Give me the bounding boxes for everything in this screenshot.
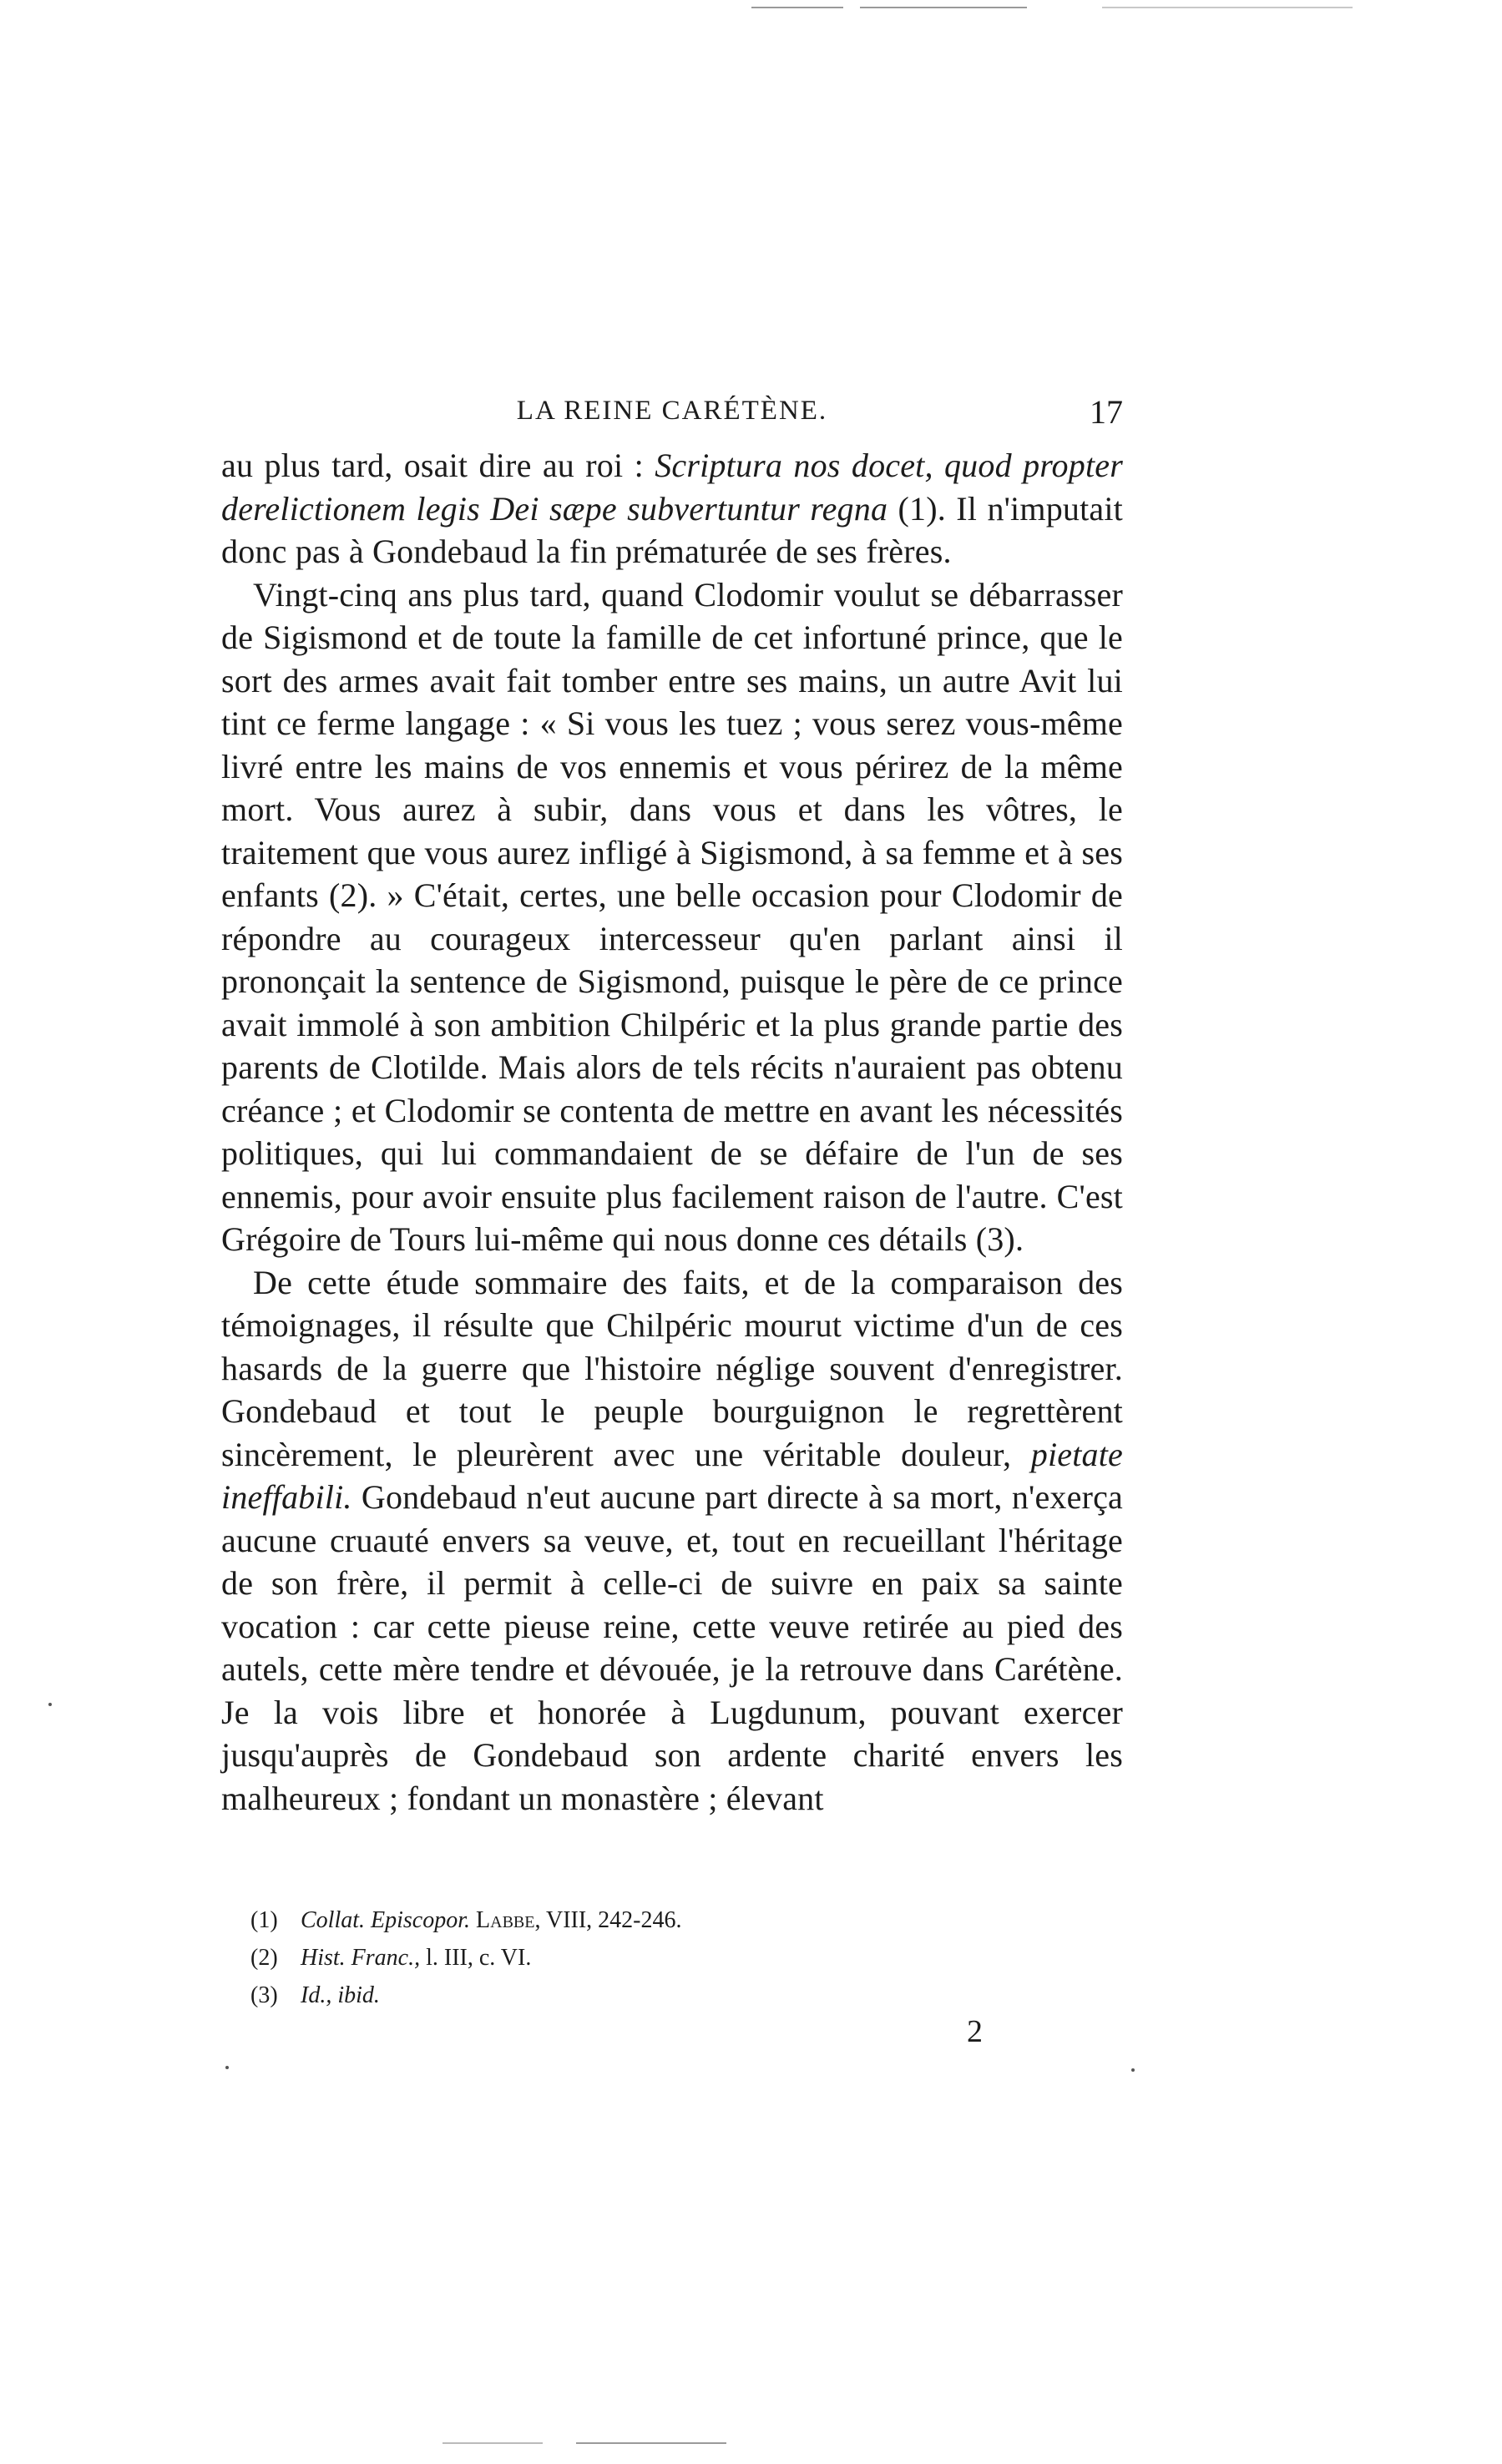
footnote-number: (1)	[250, 1907, 278, 1933]
text-run: Gondebaud n'eut aucune part directe à sa mort, n'exerça aucune cruauté envers sa veuve, et, tout en recueillant l'héritage de son frère, il permit à celle-ci de suivre en paix sa sainte vocation : car cette pieuse reine, cette veuve retirée au pied des autels, cette mère tendre et dévouée, je la retrouve dans Carétène. Je la vois libre et honorée à Lugdunum, pouvant exercer jusqu'auprès de Gondebaud son ardente charité envers les malheureux ; fondant un monastère ; élevant	[221, 1478, 1123, 1817]
body-text	[221, 444, 1123, 1820]
scan-artifact-speck	[225, 2066, 229, 2069]
text-run: De cette étude sommaire des faits, et de la comparaison des témoignages, il résulte que Chilpéric mourut victime d'un de ces hasards de la guerre que l'histoire néglige souvent d'enregistrer. Gondebaud et tout le peuple bourguignon le regrettèrent sincèrement, le pleurèrent avec une véritable douleur,	[221, 1263, 1123, 1473]
footnote-title: Collat. Episcopor.	[301, 1907, 471, 1933]
footnote-title: Hist. Franc.,	[301, 1945, 421, 1971]
page-number: 17	[1090, 393, 1123, 431]
text-run: (1). Il n'imputait donc pas à Gondebaud la fin prématurée de ses frères.	[221, 489, 1123, 570]
scan-artifact-line	[1102, 7, 1353, 8]
footnote	[250, 1939, 1002, 1977]
footnote	[250, 1977, 1002, 2014]
running-title: LA REINE CARÉTÈNE.	[516, 396, 828, 426]
paragraph	[221, 573, 1123, 1261]
text-run: au plus tard, osait dire au roi :	[221, 447, 655, 484]
scan-artifact-line	[751, 7, 843, 8]
signature-mark: 2	[967, 2014, 983, 2049]
latin-quotation: Scriptura nos docet, quod propter derelictionem legis Dei sæpe subvertuntur regna	[221, 447, 1123, 528]
footnote-number: (2)	[250, 1945, 278, 1971]
paragraph	[221, 1261, 1123, 1820]
scan-artifact-line	[576, 2442, 726, 2444]
footnote-ref: l. III, c. VI.	[426, 1945, 532, 1971]
running-head	[221, 392, 1123, 434]
footnote-title: Id., ibid.	[301, 1982, 380, 2008]
footnotes	[250, 1901, 1002, 2014]
paragraph	[221, 444, 1123, 573]
footnote-ref: VIII, 242-246.	[545, 1907, 682, 1933]
footnote-author: Labbe,	[476, 1907, 541, 1933]
scan-artifact-line	[443, 2442, 543, 2444]
scan-artifact-speck	[48, 1703, 52, 1706]
scan-artifact-line	[860, 7, 1027, 8]
text-run: Vingt-cinq ans plus tard, quand Clodomir voulut se débarrasser de Sigismond et de toute la famille de cet infortuné prince, que le sort des armes avait fait tomber entre ses mains, un autre Avit lui tint ce ferme langage : « Si vous les tuez ; vous serez vous-même livré entre les mains de vos ennemis et vous périrez de la même mort. Vous aurez à subir, dans vous et dans les vôtres, le traitement que vous aurez infligé à Sigismond, à sa femme et à ses enfants (2). » C'était, certes, une belle occasion pour Clodomir de répondre au courageux intercesseur qu'en parlant ainsi il prononçait la sentence de Sigismond, puisque le père de ce prince avait immolé à son ambition Chilpéric et la plus grande partie des parents de Clotilde. Mais alors de tels récits n'auraient pas obtenu créance ; et Clodomir se contenta de mettre en avant les nécessités politiques, qui lui commandaient de se défaire de l'un de ses ennemis, pour avoir ensuite plus facilement raison de l'autre. C'est Grégoire de Tours lui-même qui nous donne ces détails (3).	[221, 575, 1123, 1258]
footnote-number: (3)	[250, 1982, 278, 2008]
scan-artifact-speck	[1131, 2068, 1135, 2072]
latin-phrase: pietate ineffabili.	[221, 1435, 1123, 1516]
footnote	[250, 1901, 1002, 1939]
